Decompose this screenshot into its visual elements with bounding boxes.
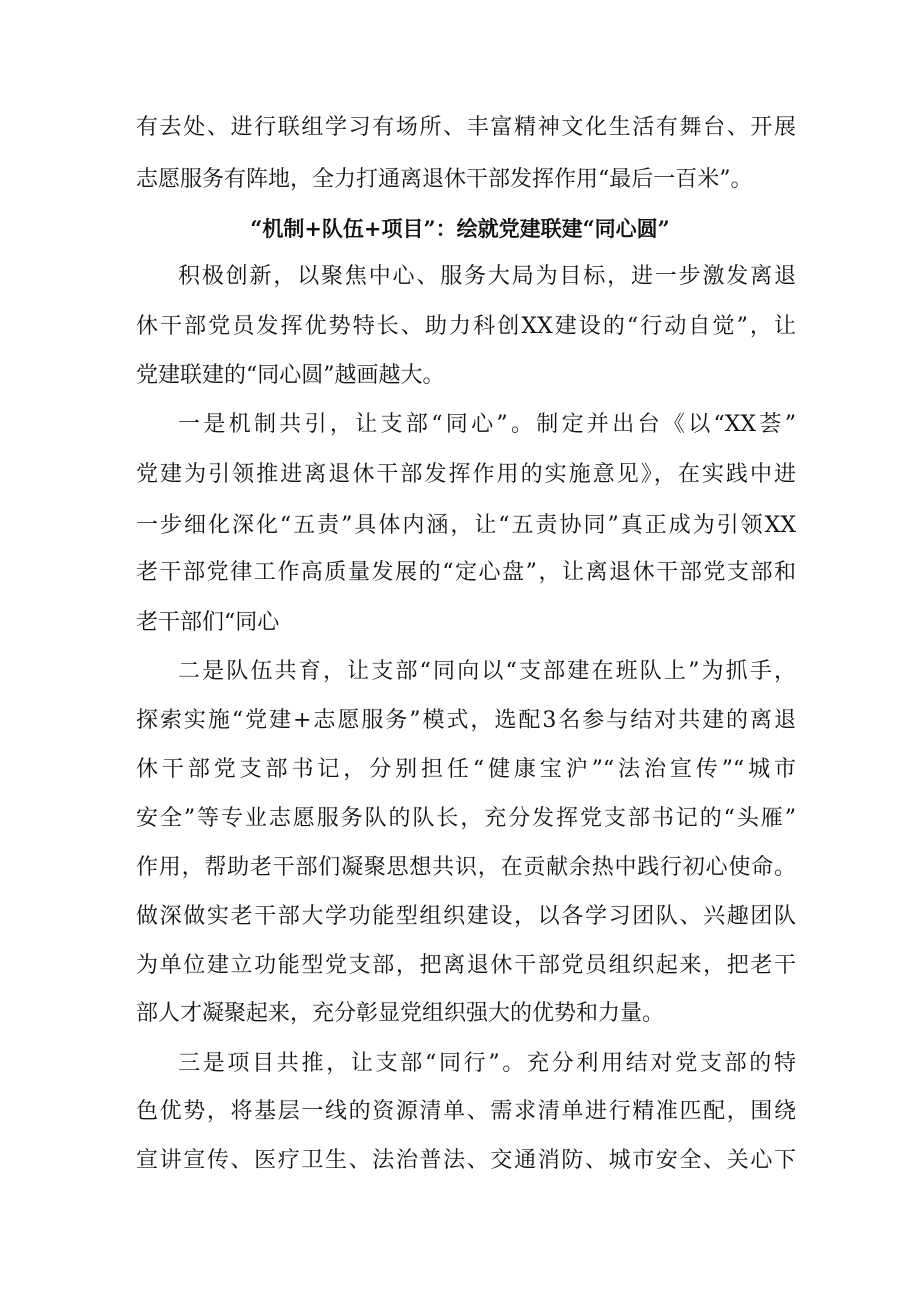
paragraph-line-4: 休干部党员发挥优势特长、助力科创XX建设的“行动自觉”，让 <box>136 314 796 339</box>
paragraph-line-16: 做深做实老干部大学功能型组织建设，以各学习团队、兴趣团队 <box>136 904 796 929</box>
paragraph-line-20: 色优势，将基层一线的资源清单、需求清单进行精准匹配，围绕 <box>136 1099 796 1124</box>
paragraph-line-18: 部人才凝聚起来，充分彰显党组织强大的优势和力量。 <box>136 1001 665 1026</box>
paragraph-line-6: 一是机制共引，让支部“同心”。制定并出台《以“XX荟” <box>178 412 796 437</box>
paragraph-line-15: 作用，帮助老干部们凝聚思想共识，在贡献余热中践行初心使命。 <box>136 855 796 880</box>
paragraph-line-13: 休干部党支部书记，分别担任“健康宝沪”“法治宣传”“城市 <box>136 757 796 782</box>
paragraph-line-12: 探索实施“党建+志愿服务”模式，选配3名参与结对共建的离退 <box>136 708 796 733</box>
paragraph-line-10: 老干部们“同心 <box>136 610 280 635</box>
paragraph-line-14: 安全”等专业志愿服务队的队长，充分发挥党支部书记的“头雁” <box>136 806 796 831</box>
paragraph-line-3: 积极创新，以聚焦中心、服务大局为目标，进一步激发离退 <box>178 264 796 289</box>
paragraph-line-19: 三是项目共推，让支部“同行”。充分利用结对党支部的特 <box>178 1051 796 1076</box>
paragraph-line-7: 党建为引领推进离退休干部发挥作用的实施意见》，在实践中进 <box>136 462 796 487</box>
paragraph-line-5: 党建联建的“同心圆”越画越大。 <box>136 363 445 388</box>
paragraph-line-8: 一步细化深化“五责”具体内涵，让“五责协同”真正成为引领XX <box>136 513 796 538</box>
section-heading: “机制+队伍+项目”：绘就党建联建“同心圆” <box>250 216 670 241</box>
paragraph-line-11: 二是队伍共育，让支部“同向以“支部建在班队上”为抓手， <box>178 659 796 684</box>
paragraph-line-21: 宣讲宣传、医疗卫生、法治普法、交通消防、城市安全、关心下 <box>136 1148 796 1173</box>
paragraph-line-1: 有去处、进行联组学习有场所、丰富精神文化生活有舞台、开展 <box>136 115 796 140</box>
paragraph-line-17: 为单位建立功能型党支部，把离退休干部党员组织起来，把老干 <box>136 953 796 978</box>
paragraph-line-9: 老干部党律工作高质量发展的“定心盘”，让离退休干部党支部和 <box>136 560 796 585</box>
paragraph-line-2: 志愿服务有阵地，全力打通离退休干部发挥作用“最后一百米”。 <box>136 167 753 192</box>
